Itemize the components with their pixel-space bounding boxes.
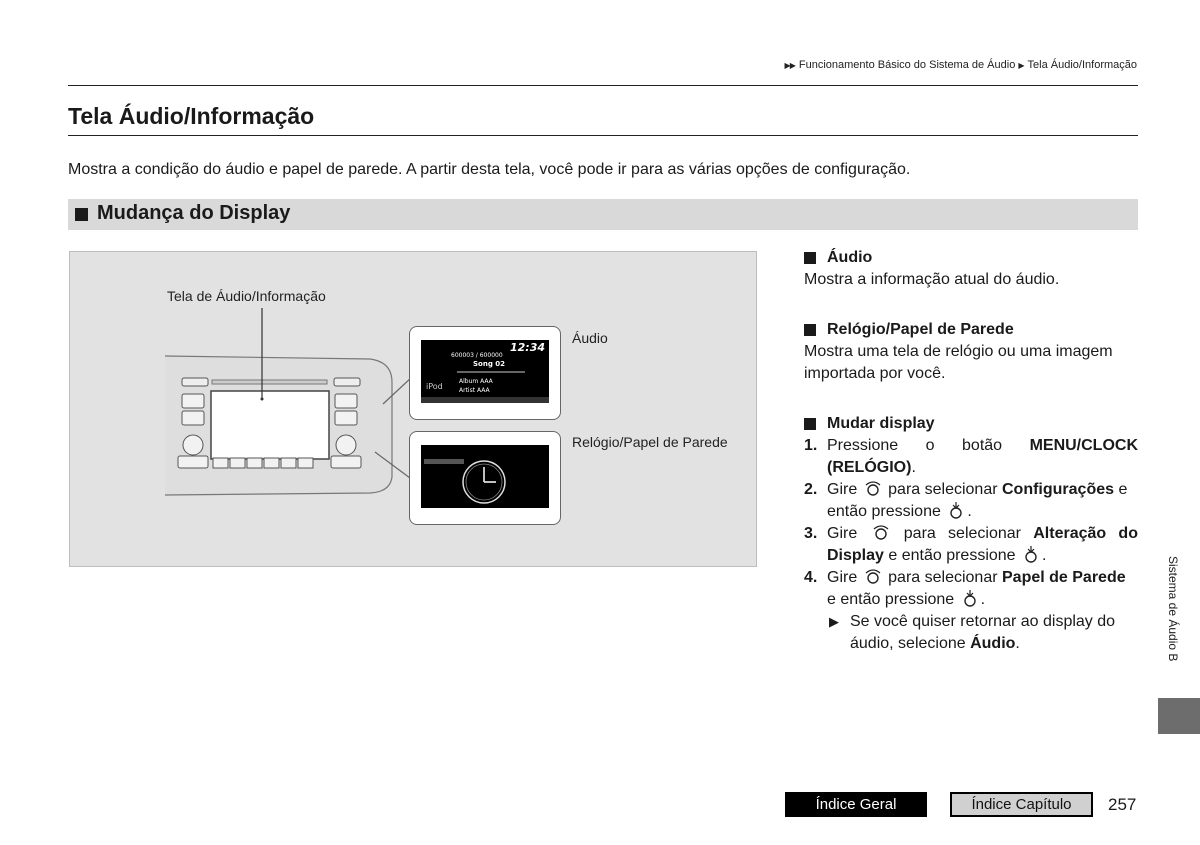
page-number: 257	[1108, 795, 1137, 814]
chapter-side-tab[interactable]	[1158, 698, 1200, 734]
breadcrumb-section[interactable]: Funcionamento Básico do Sistema de Áudio	[798, 59, 1016, 71]
menu-clock-button-label: MENU/CLOCK (RELÓGIO)	[827, 437, 1138, 476]
step-3: 3. Gire para selecionar Alteração do Display e então pressione .	[804, 525, 1138, 564]
double-arrow-icon: ▶▶	[784, 61, 795, 70]
screen-artist: Artist AAA	[459, 387, 490, 394]
square-bullet-icon	[75, 208, 88, 221]
screen-source: iPod	[426, 382, 443, 391]
screen-album: Album AAA	[459, 378, 493, 385]
header-divider	[68, 85, 1138, 86]
breadcrumb	[785, 59, 1137, 71]
intro-text: Mostra a condição do áudio e papel de parede. A partir desta tela, você pode ir para as várias opções de configuração.	[68, 161, 911, 178]
step-4-note: ▶ Se você quiser retornar ao display do áudio, selecione Áudio.	[829, 613, 1116, 652]
screen-clock: 12:34	[509, 341, 545, 354]
progress-bar	[457, 371, 525, 373]
title-divider	[68, 135, 1138, 136]
press-knob-icon	[1022, 545, 1040, 563]
screen-softkeys	[421, 397, 549, 403]
audio-text: Mostra a informação atual do áudio.	[804, 271, 1060, 288]
audio-heading: Áudio	[827, 249, 873, 266]
rotate-knob-icon	[864, 567, 882, 585]
figure-label-screen: Tela de Áudio/Informação	[167, 288, 326, 304]
press-knob-icon	[947, 501, 965, 519]
clock-description	[804, 319, 1138, 385]
clock-heading: Relógio/Papel de Parede	[827, 321, 1014, 338]
screen-track: 600003 / 600000	[451, 352, 503, 359]
screen-song: Song 02	[473, 360, 506, 368]
analog-clock-icon	[421, 445, 549, 508]
general-index-button[interactable]: Índice Geral	[785, 792, 927, 817]
rotate-knob-icon	[872, 523, 890, 541]
change-heading: Mudar display	[827, 415, 935, 432]
arrow-icon: ▶	[1018, 61, 1024, 70]
press-knob-icon	[961, 589, 979, 607]
audio-description	[804, 247, 1138, 291]
step-4: 4. Gire para selecionar Papel de Parede e então pressione .	[804, 569, 1126, 608]
audio-unit-figure	[69, 251, 757, 567]
page-title: Tela Áudio/Informação	[68, 103, 315, 129]
section-heading-bar	[68, 199, 1138, 230]
clock-screen	[421, 445, 549, 508]
step-1: 1. Pressione o botão MENU/CLOCK (RELÓGIO).	[804, 437, 1138, 476]
square-bullet-icon	[804, 324, 816, 336]
note-arrow-icon: ▶	[829, 614, 839, 629]
square-bullet-icon	[804, 252, 816, 264]
clock-screen-panel	[409, 431, 561, 525]
figure-label-clock: Relógio/Papel de Parede	[572, 434, 728, 450]
step-2: 2. Gire para selecionar Configurações e então pressione .	[804, 481, 1128, 520]
figure-label-audio: Áudio	[572, 330, 608, 346]
clock-text: Mostra uma tela de relógio ou uma imagem importada por você.	[804, 343, 1113, 382]
rotate-knob-icon	[864, 479, 882, 497]
change-display-instructions	[804, 413, 1138, 655]
square-bullet-icon	[804, 418, 816, 430]
breadcrumb-page[interactable]: Tela Áudio/Informação	[1027, 59, 1137, 71]
chapter-index-button[interactable]: Índice Capítulo	[950, 792, 1093, 817]
audio-screen	[421, 340, 549, 403]
section-title: Mudança do Display	[97, 202, 291, 224]
audio-screen-panel	[409, 326, 561, 420]
chapter-side-label: Sistema de Áudio B	[1166, 556, 1180, 662]
